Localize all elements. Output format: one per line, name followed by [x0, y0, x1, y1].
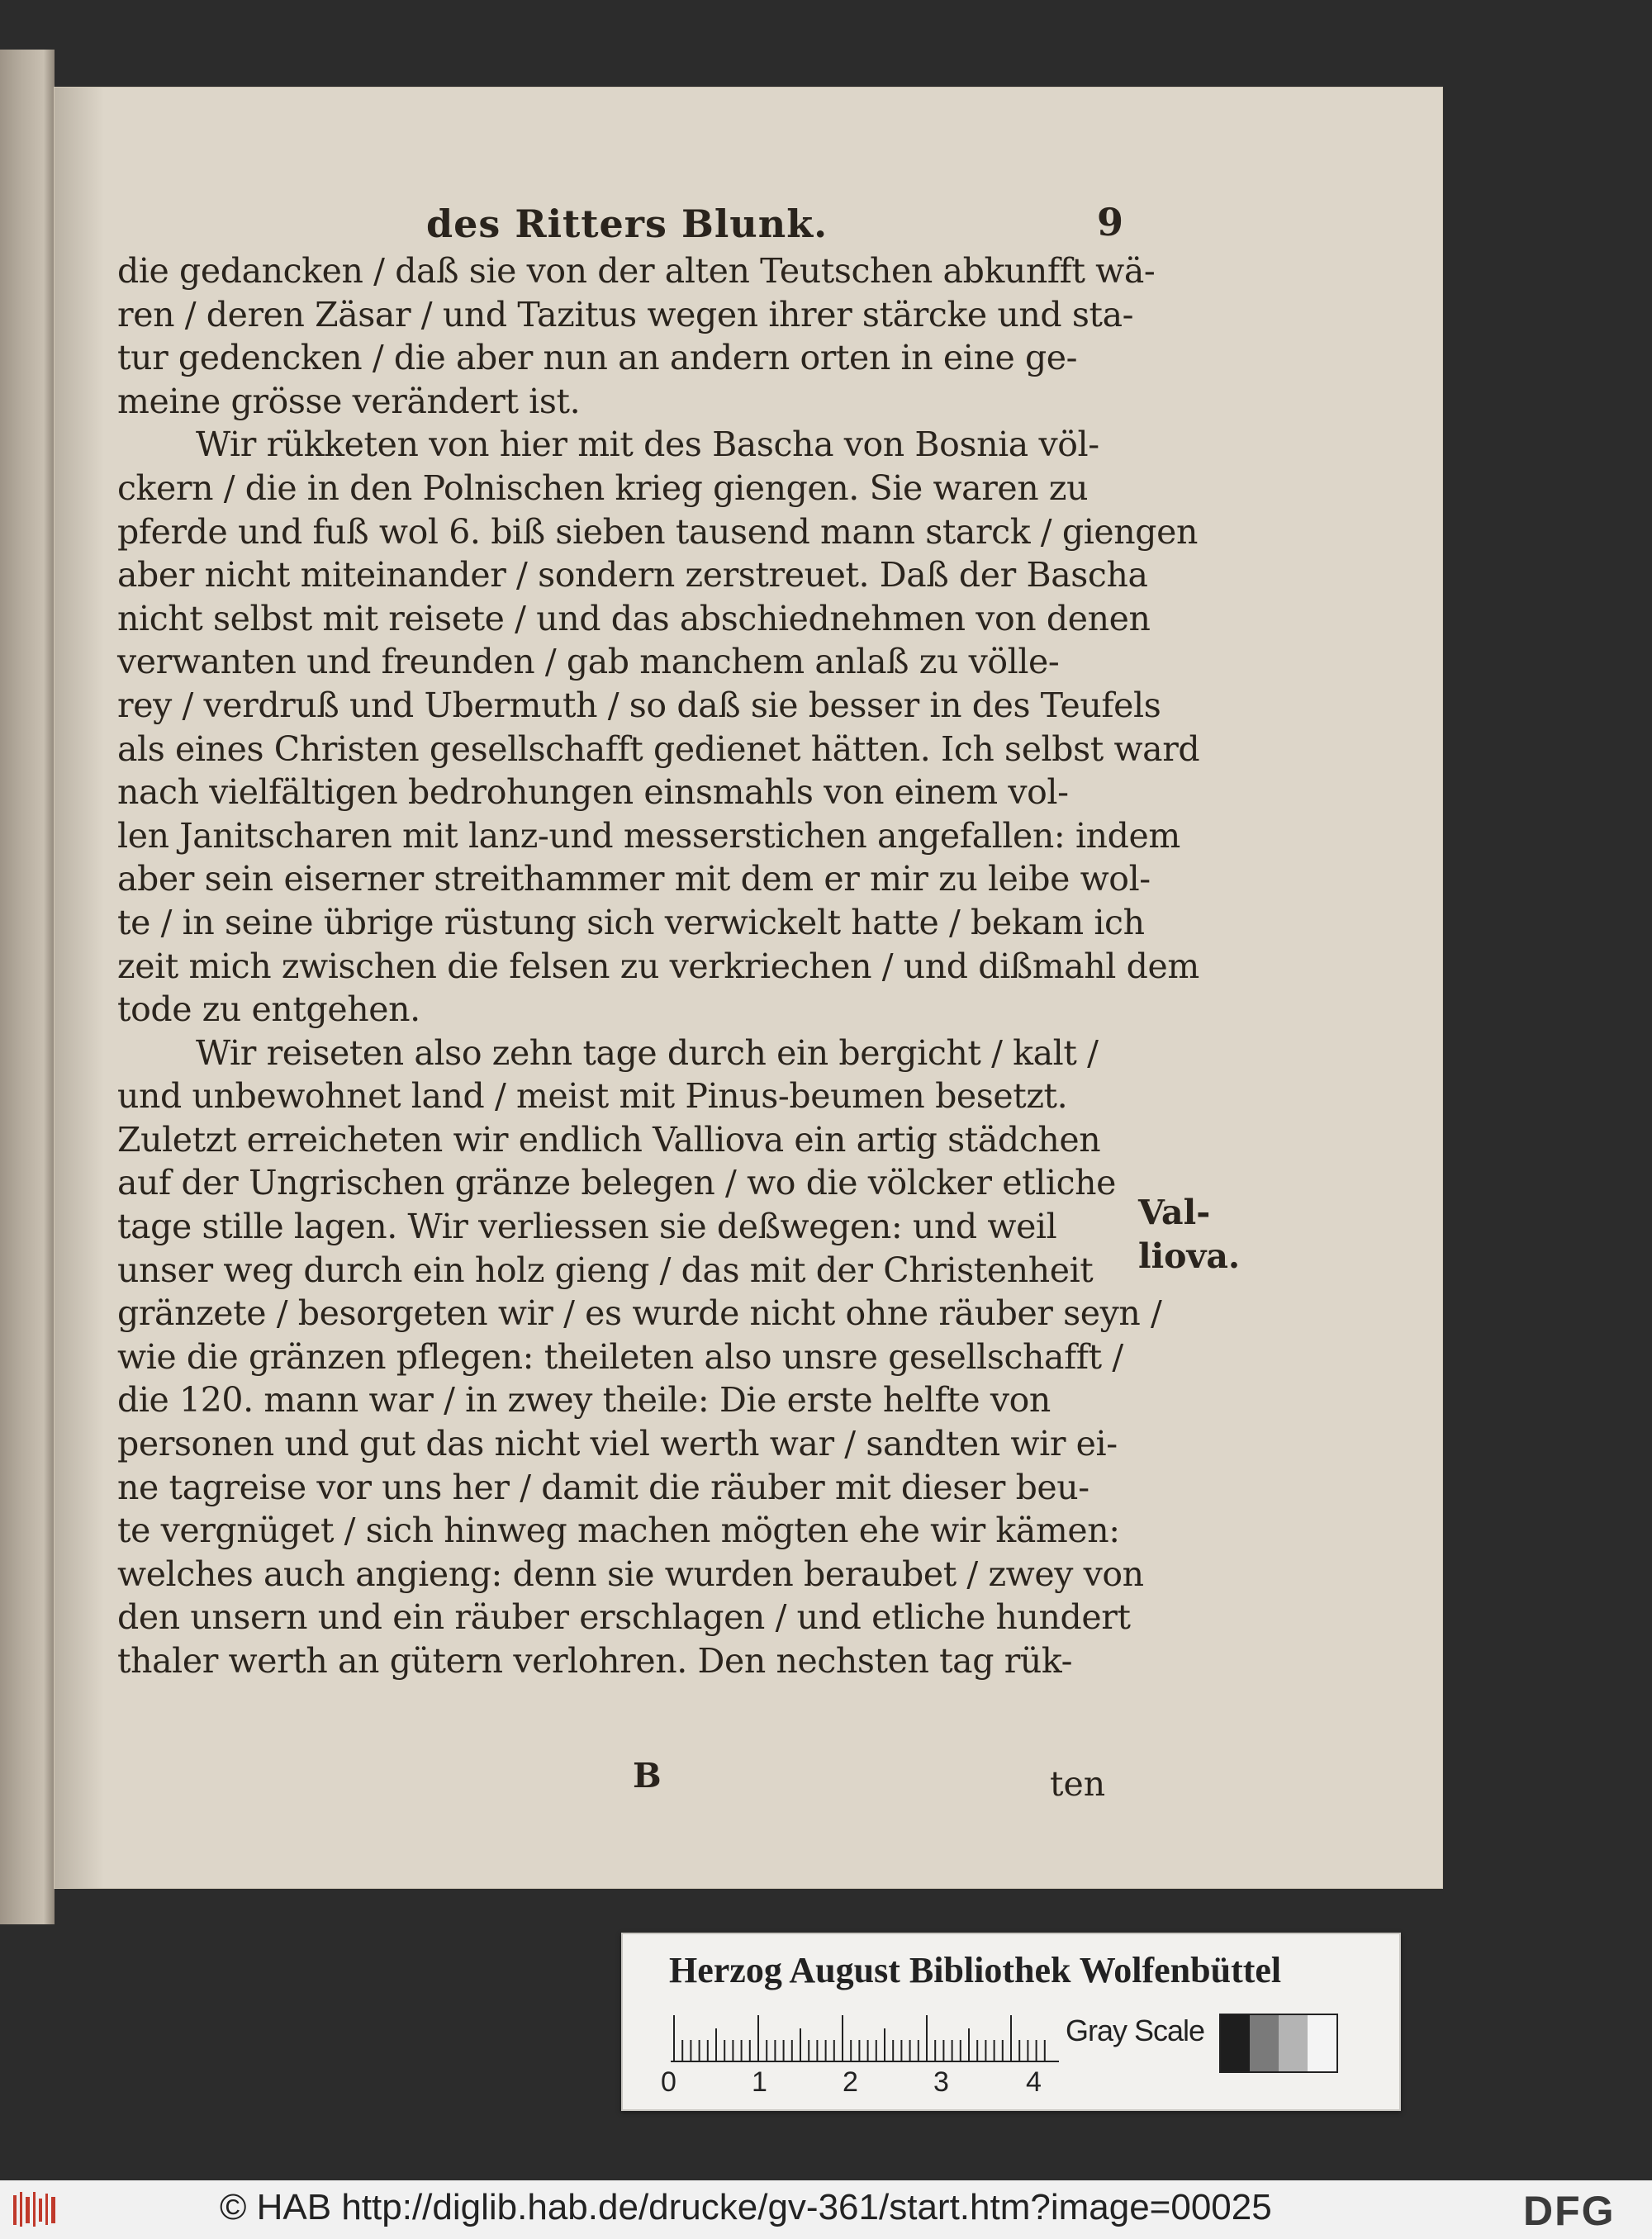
text-line: die 120. mann war / in zwey theile: Die erste helfte von [117, 1380, 1051, 1421]
text-line: nicht selbst mit reisete / und das abschiednehmen von denen [117, 598, 1151, 638]
ruler-numbers [661, 2066, 1057, 2103]
text-line: Wir rükketen von hier mit des Bascha von Bosnia völ- [196, 425, 1099, 465]
text-line: ne tagreise vor uns her / damit die räuber mit dieser beu- [117, 1467, 1089, 1507]
text-line: aber sein eiserner streithammer mit dem er mir zu leibe wol- [117, 859, 1151, 899]
gray-scale-label: Gray Scale [1066, 2014, 1205, 2047]
copyright-url[interactable]: © HAB http://diglib.hab.de/drucke/gv-361/start.htm?image=00025 [220, 2187, 1272, 2227]
gutter-shadow [55, 88, 104, 1888]
text-line: Zuletzt erreicheten wir endlich Valliova ein artig städchen [117, 1119, 1101, 1160]
text-line: te vergnüget / sich hinweg machen mögten ehe wir kämen: [117, 1511, 1120, 1551]
text-line: auf der Ungrischen gränze belegen / wo die völcker etliche [117, 1163, 1117, 1203]
text-line: tur gedencken / die aber nun an andern orten in eine ge- [117, 338, 1078, 378]
text-line: te / in seine übrige rüstung sich verwickelt hatte / bekam ich [117, 902, 1145, 942]
marginal-note-line: liova. [1138, 1236, 1241, 1276]
text-line: verwanten und freunden / gab manchem anlaß zu völle- [117, 642, 1060, 682]
text-line: wie die gränzen pflegen: theileten also unsre gesellschafft / [117, 1336, 1123, 1377]
text-line: pferde und fuß wol 6. biß sieben tausend mann starck / giengen [117, 511, 1199, 552]
gray-swatch [1250, 2015, 1279, 2071]
ruler-number: 4 [1026, 2066, 1042, 2098]
gray-scale-swatches [1219, 2014, 1338, 2073]
text-line: meine grösse verändert ist. [117, 381, 581, 421]
footer-bar [0, 2180, 1652, 2239]
gray-swatch [1279, 2015, 1308, 2071]
text-line: Wir reiseten also zehn tage durch ein bergicht / kalt / [196, 1032, 1099, 1073]
text-line: den unsern und ein räuber erschlagen / und etliche hundert [117, 1597, 1131, 1638]
text-line: personen und gut das nicht viel werth war / sandten wir ei- [117, 1424, 1118, 1464]
ruler-number: 0 [661, 2066, 676, 2098]
page-number: 9 [1097, 200, 1124, 244]
text-line: zeit mich zwischen die felsen zu verkriechen / und dißmahl dem [117, 946, 1199, 986]
text-line: als eines Christen gesellschafft gedienet hätten. Ich selbst ward [117, 728, 1200, 769]
marginal-note-line: Val- [1138, 1193, 1211, 1232]
running-head: des Ritters Blunk. [426, 202, 828, 246]
gray-swatch [1308, 2015, 1336, 2071]
text-line: aber nicht miteinander / sondern zerstreuet. Daß der Bascha [117, 555, 1148, 595]
ruler-number: 3 [933, 2066, 949, 2098]
ruler-icon [671, 2010, 1059, 2068]
color-scale-card [621, 1933, 1401, 2111]
hab-barcode-icon [12, 2190, 59, 2228]
signature-mark: B [633, 1756, 662, 1795]
ruler-number: 2 [843, 2066, 858, 2098]
text-line: und unbewohnet land / meist mit Pinus-beumen besetzt. [117, 1076, 1068, 1117]
text-line: die gedancken / daß sie von der alten Teutschen abkunfft wä- [117, 251, 1156, 291]
ruler-number: 1 [752, 2066, 767, 2098]
book-page [55, 88, 1442, 1888]
library-name: Herzog August Bibliothek Wolfenbüttel [669, 1950, 1282, 1990]
text-line: welches auch angieng: denn sie wurden beraubet / zwey von [117, 1554, 1144, 1594]
gray-swatch [1221, 2015, 1250, 2071]
text-line: len Janitscharen mit lanz-und messerstichen angefallen: indem [117, 815, 1180, 856]
text-line: ckern / die in den Polnischen krieg giengen. Sie waren zu [117, 467, 1089, 508]
text-line: ren / deren Zäsar / und Tazitus wegen ihrer stärcke und sta- [117, 294, 1134, 334]
catchword: ten [1050, 1764, 1106, 1804]
text-line: tode zu entgehen. [117, 989, 420, 1030]
body-text [117, 249, 1200, 1683]
text-line: unser weg durch ein holz gieng / das mit der Christenheit [117, 1250, 1094, 1290]
text-line: gränzete / besorgeten wir / es wurde nicht ohne räuber seyn / [117, 1293, 1162, 1334]
marginal-note [1138, 1191, 1240, 1278]
previous-page-edge [0, 50, 55, 1924]
text-line: nach vielfältigen bedrohungen einsmahls von einem vol- [117, 772, 1069, 813]
text-line: tage stille lagen. Wir verliessen sie deßwegen: und weil [117, 1207, 1057, 1247]
text-line: rey / verdruß und Ubermuth / so daß sie besser in des Teufels [117, 685, 1161, 725]
text-line: thaler werth an gütern verlohren. Den nechsten tag rük- [117, 1641, 1073, 1681]
dfg-logo: DFG [1523, 2188, 1616, 2234]
